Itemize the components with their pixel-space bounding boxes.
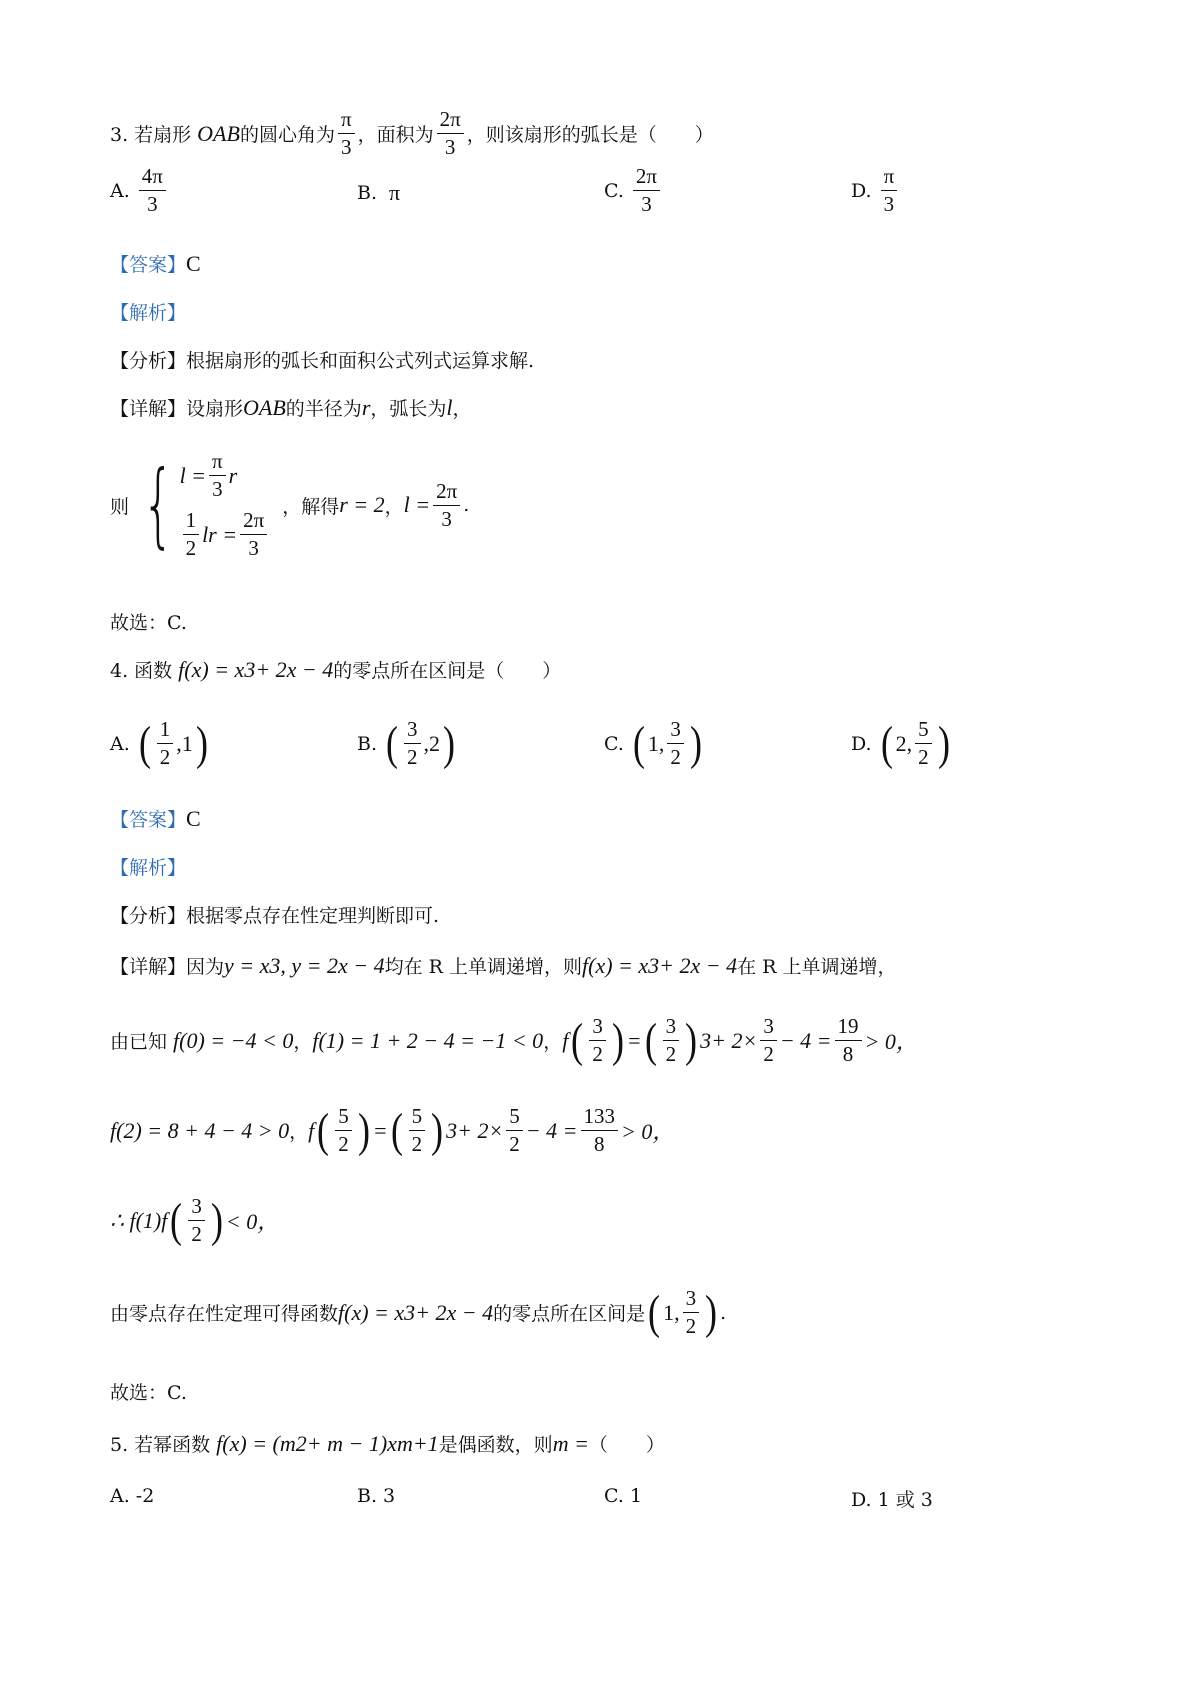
brace: {	[142, 451, 175, 559]
q4-answer: 【答案】 C	[110, 805, 201, 831]
q4-option-c[interactable]: C. ( 1, $\frac{3}{2}$ )	[604, 716, 702, 770]
answer-tag: 【答案】	[110, 254, 187, 276]
q4-analysis-tag: 【解析】	[110, 857, 187, 879]
q5-stem: 5. 若幂函数 f(x) = (m 2 + m − 1)x m+1 是偶函数，则 m = （ ）	[110, 1430, 665, 1456]
q3-stem-text: ，面积为	[357, 124, 434, 147]
answer-value: C	[186, 250, 201, 276]
q3-equation-system: 则 { l = $\frac{\pi}{3}$ r $\frac{1}{2}$ lr = $\frac{2\pi}{3}$ ，解得 r = 2 ， l = $\frac{2\pi}{3}$ .	[110, 449, 470, 561]
q5-option-b[interactable]: B. 3	[357, 1485, 396, 1507]
q4-option-a[interactable]: A. ( $\frac{1}{2}$ ,1 )	[110, 716, 208, 770]
q3-option-b[interactable]: B. π	[357, 180, 401, 205]
q3-stem-text: 3. 若扇形	[110, 124, 192, 147]
q4-detail-line3: f(2) = 8 + 4 − 4 > 0 ， f ( $\frac{5}{2}$ ) = ( $\frac{5}{2}$ ) 3 + 2× $\frac{5}{2}$ − 4 = $\frac{133}{8}$ > 0，	[110, 1103, 675, 1157]
q3-stem-text: ，则该扇形的弧长是（ ）	[466, 124, 714, 147]
q3-answer	[110, 250, 201, 277]
q4-fenxi: 【分析】 根据零点存在性定理判断即可.	[110, 905, 440, 927]
q3-analysis-tag: 【解析】	[110, 302, 187, 324]
q3-area-fraction: $\frac{2\pi}{3}$	[437, 108, 464, 159]
q4-detail-line2: 由已知 f(0) = −4 < 0 ， f(1) = 1 + 2 − 4 = −1 < 0 ， f ( $\frac{3}{2}$ ) = ( $\frac{3}{2}$ ) 3 + 2× $\frac{3}{2}$ − 4 = $\frac{19}{8}$ > 0，	[110, 1013, 918, 1067]
q3-detail: 【详解】 设扇形 OAB 的半径为 r ，弧长为 l ，	[110, 394, 472, 420]
q4-detail-line1: 【详解】 因为 y = x 3 , y = 2x − 4 均在 R 上单调递增，则 f(x) = x 3 + 2x − 4 在 R 上单调递增，	[110, 952, 897, 978]
q3-choose: 故选：C.	[110, 612, 187, 634]
q3-option-d[interactable]: D. $\frac{\pi}{3}$	[851, 165, 900, 216]
q4-option-d[interactable]: D. ( 2, $\frac{5}{2}$ )	[851, 716, 950, 770]
q4-option-b[interactable]: B. ( $\frac{3}{2}$ ,2 )	[357, 716, 455, 770]
q5-option-a[interactable]: A. -2	[110, 1485, 155, 1507]
q5-option-d[interactable]: D. 1 或 3	[851, 1489, 933, 1511]
q4-choose: 故选：C.	[110, 1382, 187, 1404]
q5-option-c[interactable]: C. 1	[604, 1485, 643, 1507]
q3-stem-text: 的圆心角为	[239, 124, 335, 147]
q3-option-c[interactable]: C. $\frac{2\pi}{3}$	[604, 165, 663, 216]
q4-stem: 4. 函数 f(x) = x 3 + 2x − 4 的零点所在区间是（ ）	[110, 656, 562, 682]
q3-angle-fraction: $\frac{\pi}{3}$	[338, 108, 355, 159]
q3-stem	[110, 108, 714, 159]
q3-oab: OAB	[197, 120, 240, 146]
q4-detail-line5: 由零点存在性定理可得函数 f(x) = x 3 + 2x − 4 的零点所在区间是 ( 1, $\frac{3}{2}$ ) .	[110, 1285, 727, 1339]
q3-option-a[interactable]: A. $\frac{4\pi}{3}$	[110, 165, 169, 216]
q3-fenxi: 【分析】 根据扇形的弧长和面积公式列式运算求解.	[110, 350, 535, 372]
q4-detail-line4: ∴ f(1)f ( $\frac{3}{2}$ ) < 0，	[110, 1193, 280, 1247]
